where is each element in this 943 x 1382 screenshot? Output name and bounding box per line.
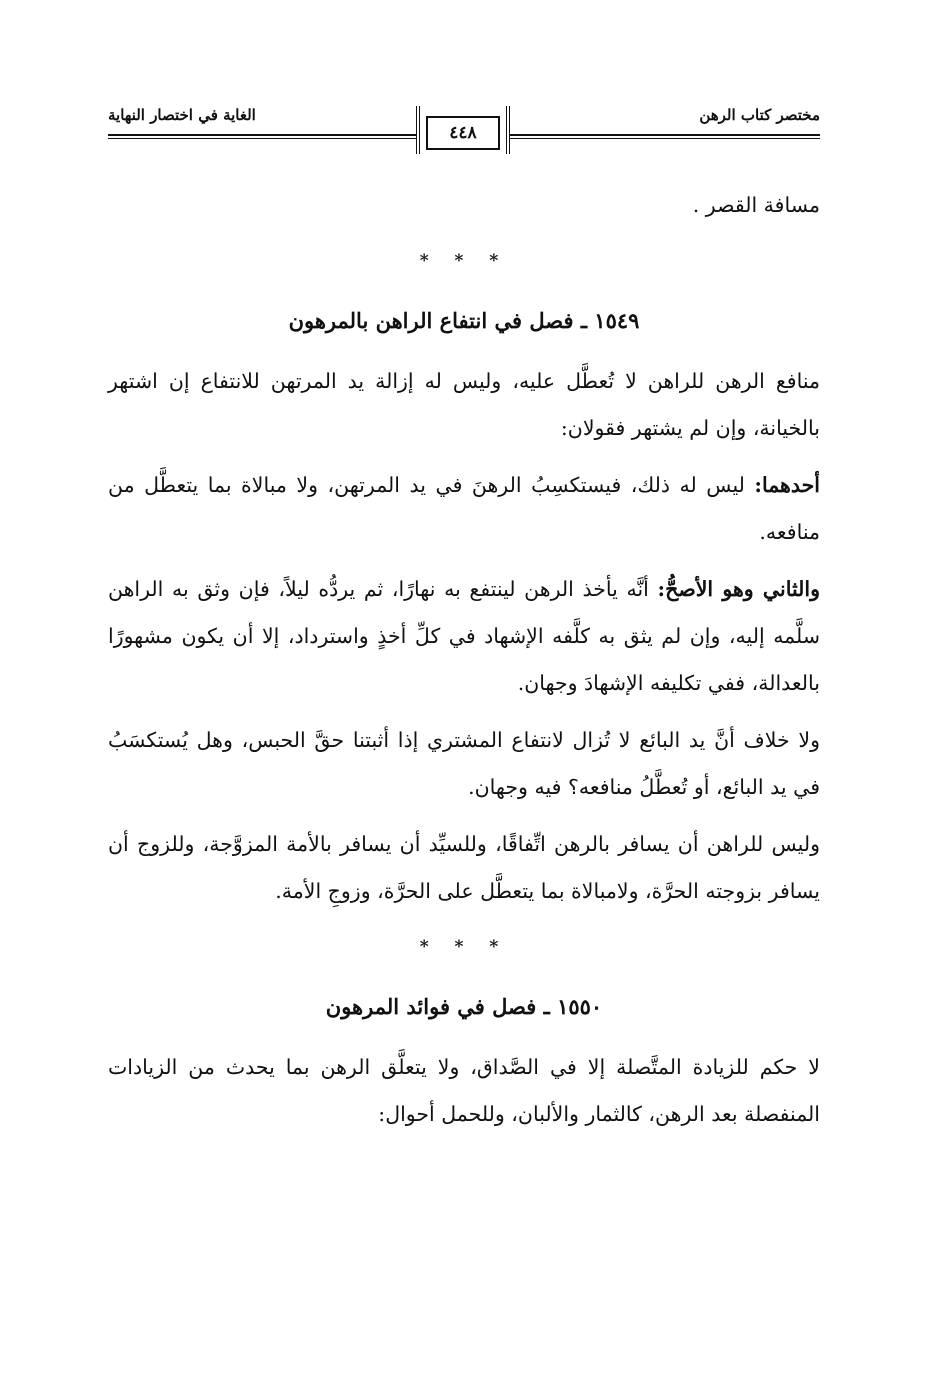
page-content — [108, 182, 820, 1148]
page-header — [108, 98, 820, 158]
paragraph-text: ليس له ذلك، فيستكسِبُ الرهنَ في يد المرتهن، ولا مبالاة بما يتعطَّل من منافعه. — [108, 473, 820, 544]
paragraph-text: أنَّه يأخذ الرهن لينتفع به نهارًا، ثم يردُّه ليلاً، فإن وثق به الراهن سلَّمه إليه، وإن لم يثق به كلَّفه الإشهاد في كلِّ أخذٍ واسترداد، إلا أن يكون مشهورًا بالعدالة، ففي تكليفه الإشهادَ وجهان. — [108, 577, 820, 695]
paragraph: لا حكم للزيادة المتَّصلة إلا في الصَّداق، ولا يتعلَّق الرهن بما يحدث من الزيادات المنفصلة بعد الرهن، كالثمار والألبان، وللحمل أحوال: — [108, 1055, 820, 1126]
section-heading-1550: ١٥٥٠ ـ فصل في فوائد المرهون — [325, 994, 603, 1019]
paragraph: وليس للراهن أن يسافر بالرهن اتِّفاقًا، وللسيِّد أن يسافر بالأمة المزوَّجة، وللزوج أن يسافر بزوجته الحرَّة، ولامبالاة بما يتعطَّل على الحرَّة، وزوجِ الأمة. — [108, 832, 820, 903]
section-heading-1549: ١٥٤٩ ـ فصل في انتفاع الراهن بالمرهون — [288, 308, 640, 333]
paragraph — [108, 462, 820, 556]
paragraph: منافع الرهن للراهن لا تُعطَّل عليه، وليس له إزالة يد المرتهن للانتفاع إن اشتهر بالخيانة، وإن لم يشتهر فقولان: — [108, 369, 820, 440]
page-number: ٤٤٨ — [426, 116, 500, 150]
paragraph-lead: أحدهما: — [754, 473, 820, 497]
intro-line: مسافة القصر . — [692, 193, 820, 217]
section-separator: * * * — [419, 251, 509, 271]
page-number-frame — [416, 106, 510, 154]
paragraph-lead: والثاني وهو الأصحُّ: — [657, 577, 820, 601]
chapter-title: مختصر كتاب الرهن — [699, 106, 820, 124]
book-title: الغاية في اختصار النهاية — [108, 106, 256, 124]
section-separator: * * * — [419, 937, 509, 957]
paragraph — [108, 566, 820, 707]
paragraph: ولا خلاف أنَّ يد البائع لا تُزال لانتفاع المشتري إذا أثبتنا حقَّ الحبس، وهل يُستكسَبُ في يد البائع، أو تُعطَّلُ منافعه؟ فيه وجهان. — [108, 728, 820, 799]
